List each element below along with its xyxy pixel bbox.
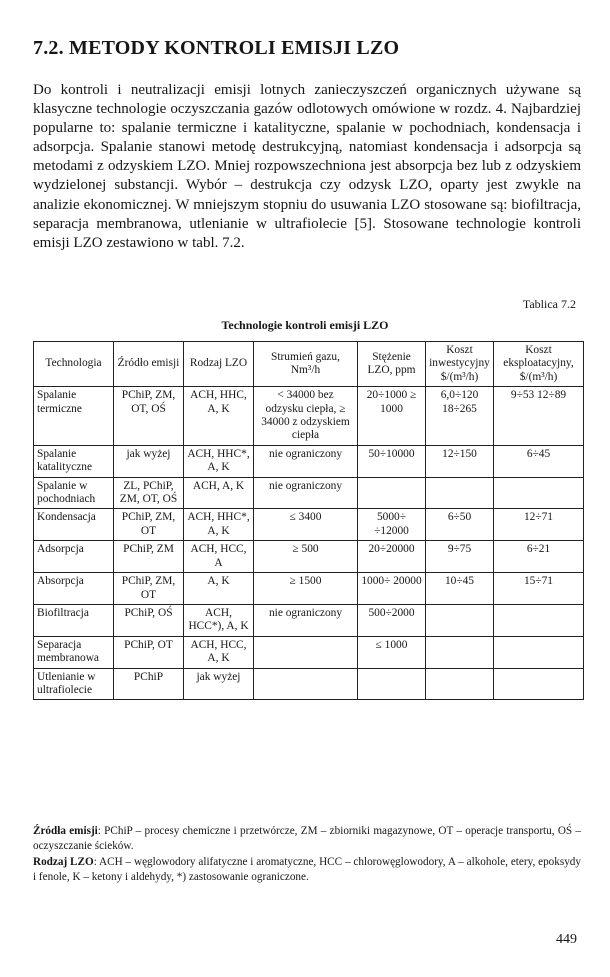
table-cell: 10÷45	[426, 573, 494, 605]
table-cell: 9÷75	[426, 541, 494, 573]
table-cell	[494, 604, 584, 636]
table-cell: ACH, HCC*), A, K	[184, 604, 254, 636]
table-cell: Adsorpcja	[34, 541, 114, 573]
table-cell: Spalanie termiczne	[34, 387, 114, 446]
table-cell: ≤ 3400	[254, 509, 358, 541]
table-cell	[358, 477, 426, 509]
table-cell: PChiP, OT	[114, 636, 184, 668]
table-cell: ZL, PChiP, ZM, OT, OŚ	[114, 477, 184, 509]
table-row	[34, 668, 584, 700]
table-cell	[494, 636, 584, 668]
table-cell: Spalanie katalityczne	[34, 445, 114, 477]
table-cell: 50÷10000	[358, 445, 426, 477]
table-cell: ≥ 500	[254, 541, 358, 573]
footnote-text: : ACH – węglowodory alifatyczne i aromatyczne, HCC – chlorowęglowodory, A – alkohole, etery, epoksydy i fenole, K – ketony i aldehydy, *) zastosowanie ograniczone.	[33, 856, 581, 883]
table-cell: PChiP, ZM	[114, 541, 184, 573]
table-cell: 12÷150	[426, 445, 494, 477]
table-cell: 20÷20000	[358, 541, 426, 573]
table-cell: PChiP, ZM, OT	[114, 509, 184, 541]
table-row	[34, 541, 584, 573]
table-cell	[426, 604, 494, 636]
header-cell: Stężenie LZO, ppm	[358, 342, 426, 387]
table-cell: 12÷71	[494, 509, 584, 541]
table-cell	[254, 636, 358, 668]
table-cell: jak wyżej	[184, 668, 254, 700]
technology-table	[33, 341, 584, 700]
table-cell: Biofiltracja	[34, 604, 114, 636]
table-cell: A, K	[184, 573, 254, 605]
table-cell: ≥ 1500	[254, 573, 358, 605]
table-cell: nie ograniczony	[254, 445, 358, 477]
table-cell: PChiP, ZM, OT	[114, 573, 184, 605]
intro-paragraph: Do kontroli i neutralizacji emisji lotnych zanieczyszczeń organicznych używane są klasyczne technologie oczyszczania gazów odlotowych omówione w rozdz. 4. Najbardziej popularne to: spalanie termiczne i katalityczne, spalanie w pochodniach, kondensacja i adsorpcja. Spalanie stanowi metodę destrukcyjną, natomiast kondensacja i adsorpcja są metodami z odzyskiem LZO. Mniej rozpowszechniona jest absorpcja bez lub z odzyskiem wydzielonej substancji. Wybór – destrukcja czy odzysk LZO, oparty jest zwykle na analizie ekonomicznej. W mniejszym stopniu do usuwania LZO stosowane są: biofiltracja, separacja membranowa, utlenianie w ultrafiolecie [5]. Stosowane technologie kontroli emisji LZO zestawiono w tabl. 7.2.	[33, 82, 581, 251]
header-cell: Koszt eksploatacyjny, $/(m³/h)	[494, 342, 584, 387]
table-row	[34, 573, 584, 605]
header-cell: Technologia	[34, 342, 114, 387]
table-cell: Absorpcja	[34, 573, 114, 605]
table-cell	[494, 477, 584, 509]
table-cell	[358, 668, 426, 700]
table-row	[34, 604, 584, 636]
table-cell: PChiP, OŚ	[114, 604, 184, 636]
table-cell: 6,0÷120 18÷265	[426, 387, 494, 446]
table-footnotes	[33, 824, 581, 886]
table-cell: ACH, HHC, A, K	[184, 387, 254, 446]
table-cell: Kondensacja	[34, 509, 114, 541]
table-cell	[494, 668, 584, 700]
table-number: Tablica 7.2	[522, 297, 576, 311]
footnote-text: : PChiP – procesy chemiczne i przetwórcze, ZM – zbiorniki magazynowe, OT – operacje transportu, OŚ – oczyszczanie ścieków.	[33, 825, 581, 852]
table-cell	[426, 636, 494, 668]
table-cell: 6÷45	[494, 445, 584, 477]
table-cell: ACH, A, K	[184, 477, 254, 509]
table-cell: ACH, HCC, A, K	[184, 636, 254, 668]
header-cell: Strumień gazu, Nm³/h	[254, 342, 358, 387]
table-cell: 6÷50	[426, 509, 494, 541]
table-cell: < 34000 bez odzysku ciepła, ≥ 34000 z odzyskiem ciepła	[254, 387, 358, 446]
table-cell: 6÷21	[494, 541, 584, 573]
footnote-sources	[33, 824, 581, 854]
table-cell	[426, 668, 494, 700]
table-row	[34, 636, 584, 668]
table-cell: 500÷2000	[358, 604, 426, 636]
section-title: 7.2. METODY KONTROLI EMISJI LZO	[33, 37, 400, 59]
table-cell: 20÷1000 ≥ 1000	[358, 387, 426, 446]
table-cell: ACH, HCC, A	[184, 541, 254, 573]
header-cell: Źródło emisji	[114, 342, 184, 387]
table-cell: nie ograniczony	[254, 604, 358, 636]
table-row	[34, 387, 584, 446]
table-row	[34, 445, 584, 477]
page-number: 449	[556, 932, 577, 947]
table-cell: ≤ 1000	[358, 636, 426, 668]
footnote-label: Rodzaj LZO	[33, 856, 94, 868]
table-cell: 9÷53 12÷89	[494, 387, 584, 446]
header-cell: Koszt inwestycyjny $/(m³/h)	[426, 342, 494, 387]
table-cell	[426, 477, 494, 509]
table-cell: 5000÷ ÷12000	[358, 509, 426, 541]
table-cell: Utlenianie w ultrafiolecie	[34, 668, 114, 700]
table-row	[34, 509, 584, 541]
table-title: Technologie kontroli emisji LZO	[221, 318, 389, 332]
table-cell: Spalanie w pochodniach	[34, 477, 114, 509]
table-cell: nie ograniczony	[254, 477, 358, 509]
table-row	[34, 477, 584, 509]
header-cell: Rodzaj LZO	[184, 342, 254, 387]
table-cell	[254, 668, 358, 700]
table-cell: PChiP	[114, 668, 184, 700]
footnote-voc-types	[33, 855, 581, 885]
table-header-row	[34, 342, 584, 387]
footnote-label: Źródła emisji	[33, 825, 98, 837]
table-cell: 15÷71	[494, 573, 584, 605]
table-cell: jak wyżej	[114, 445, 184, 477]
table-cell: Separacja membranowa	[34, 636, 114, 668]
table-cell: 1000÷ 20000	[358, 573, 426, 605]
table-cell: PChiP, ZM, OT, OŚ	[114, 387, 184, 446]
table-cell: ACH, HHC*, A, K	[184, 445, 254, 477]
table-cell: ACH, HHC*, A, K	[184, 509, 254, 541]
